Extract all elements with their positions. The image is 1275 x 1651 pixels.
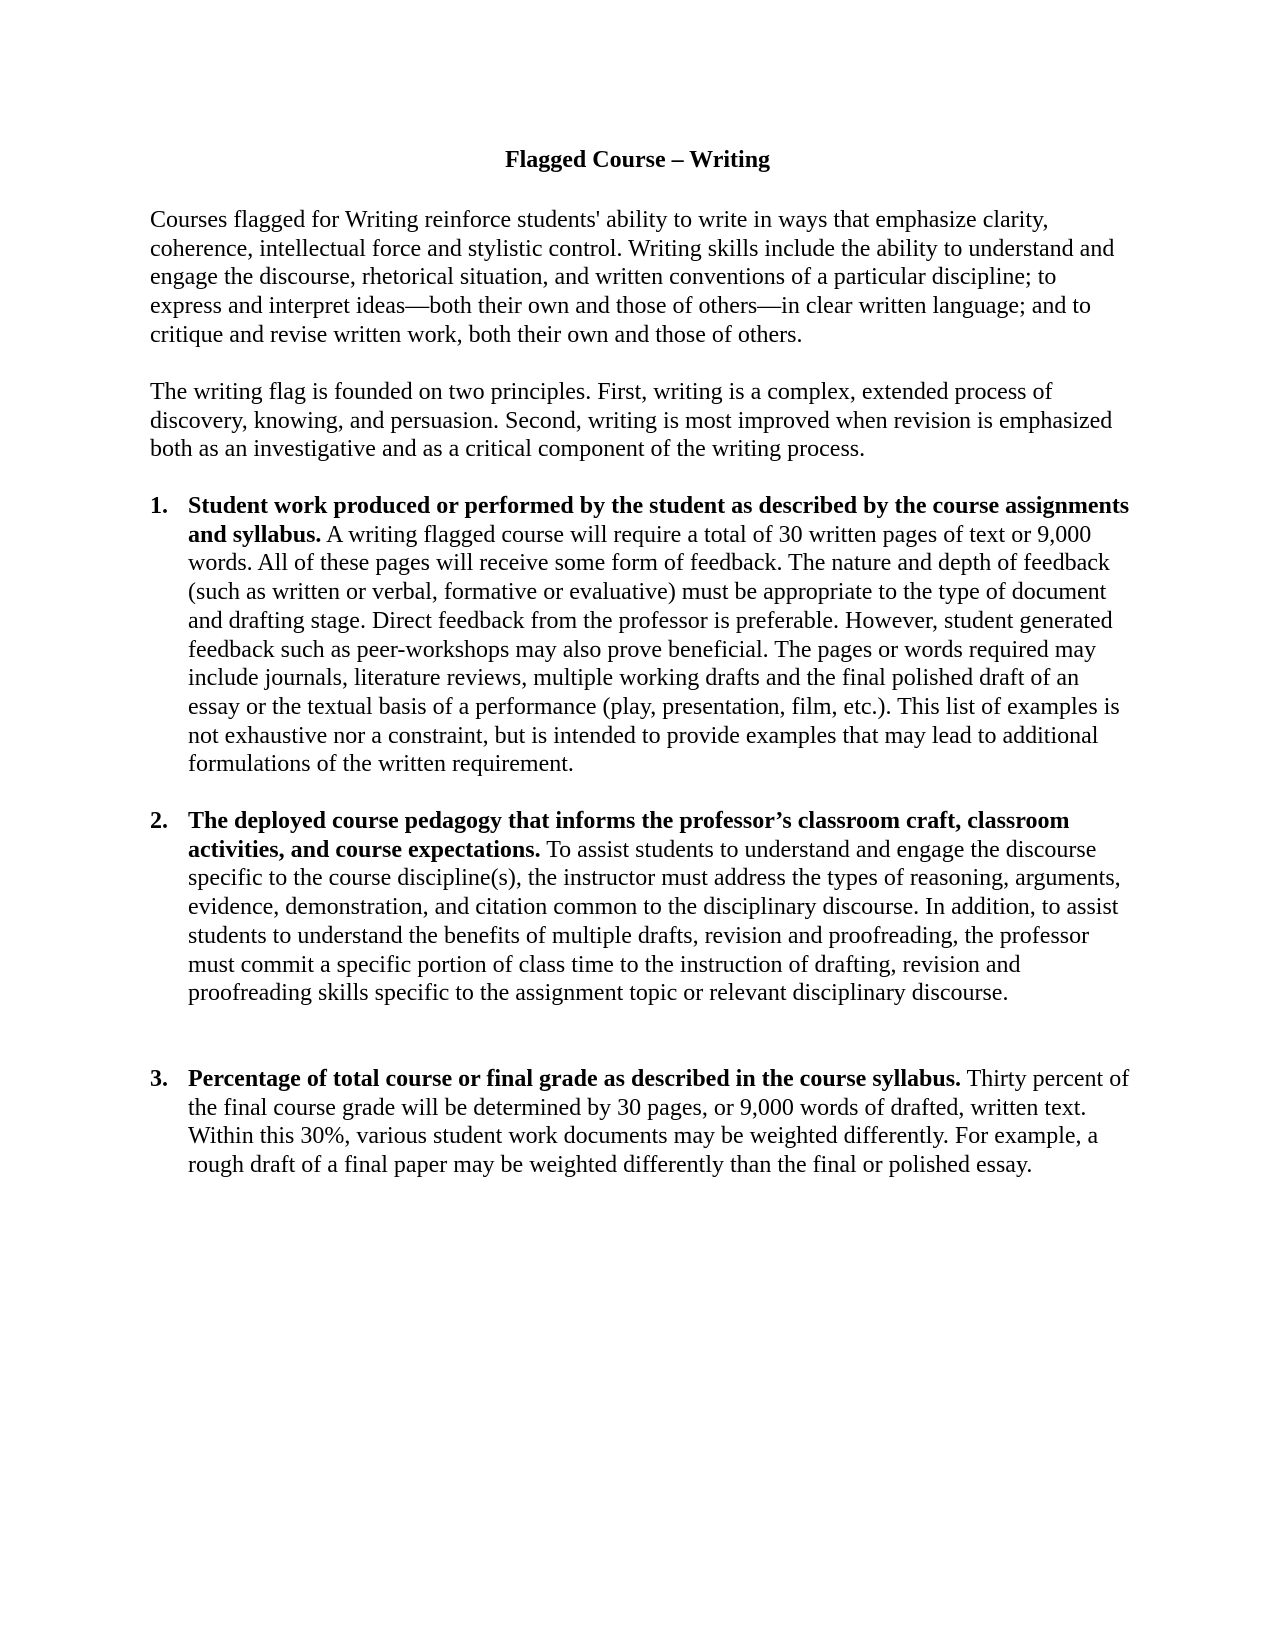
list-item-heading: Student work produced or performed by the student as described by the course assignments and syllabus. xyxy=(188,493,1130,548)
list-item-number: 3. xyxy=(150,1066,168,1092)
list-item-number: 1. xyxy=(150,493,168,519)
list-item xyxy=(150,1065,1130,1180)
list-item-heading: The deployed course pedagogy that informs the professor’s classroom craft, classroom activities, and course expectations. xyxy=(188,808,1070,863)
list-item-number: 2. xyxy=(150,808,168,834)
list-item xyxy=(150,492,1130,779)
list-item-heading: Percentage of total course or final grade as described in the course syllabus. xyxy=(188,1066,962,1092)
list-item-text: Thirty percent of the final course grade will be determined by 30 pages, or 9,000 words of drafted, written text. Within this 30%, various student work documents may be weighted differently. For example, a rough draft of a final paper may be weighted differently than the final or polished essay. xyxy=(188,1066,1130,1179)
list-item-text: To assist students to understand and engage the discourse specific to the course discipline(s), the instructor must address the types of reasoning, arguments, evidence, demonstration, and citation common to the disciplinary discourse. In addition, to assist students to understand the benefits of multiple drafts, revision and proofreading, the professor must commit a specific portion of class time to the instruction of drafting, revision and proofreading skills specific to the assignment topic or relevant disciplinary discourse. xyxy=(188,836,1121,1007)
list-item xyxy=(150,807,1130,1008)
intro-paragraph: Courses flagged for Writing reinforce students' ability to write in ways that emphasize clarity, coherence, intellectual force and stylistic control. Writing skills include the ability to understand and engage the discourse, rhetorical situation, and written conventions of a particular discipline; to express and interpret ideas—both their own and those of others—in clear written language; and to critique and revise written work, both their own and those of others. xyxy=(150,207,1115,348)
list-item-text: A writing flagged course will require a total of 30 written pages of text or 9,000 words. All of these pages will receive some form of feedback. The nature and depth of feedback (such as written or verbal, formative or evaluative) must be appropriate to the type of document and drafting stage. Direct feedback from the professor is preferable. However, student generated feedback such as peer-workshops may also prove beneficial. The pages or words required may include journals, literature reviews, multiple working drafts and the final polished draft of an essay or the textual basis of a performance (play, presentation, film, etc.). This list of examples is not exhaustive nor a constraint, but is intended to provide examples that may lead to additional formulations of the written requirement. xyxy=(188,521,1120,778)
document-title: Flagged Course – Writing xyxy=(504,147,771,173)
principles-paragraph: The writing flag is founded on two principles. First, writing is a complex, extended process of discovery, knowing, and persuasion. Second, writing is most improved when revision is emphasized both as an investigative and as a critical component of the writing process. xyxy=(150,379,1113,463)
